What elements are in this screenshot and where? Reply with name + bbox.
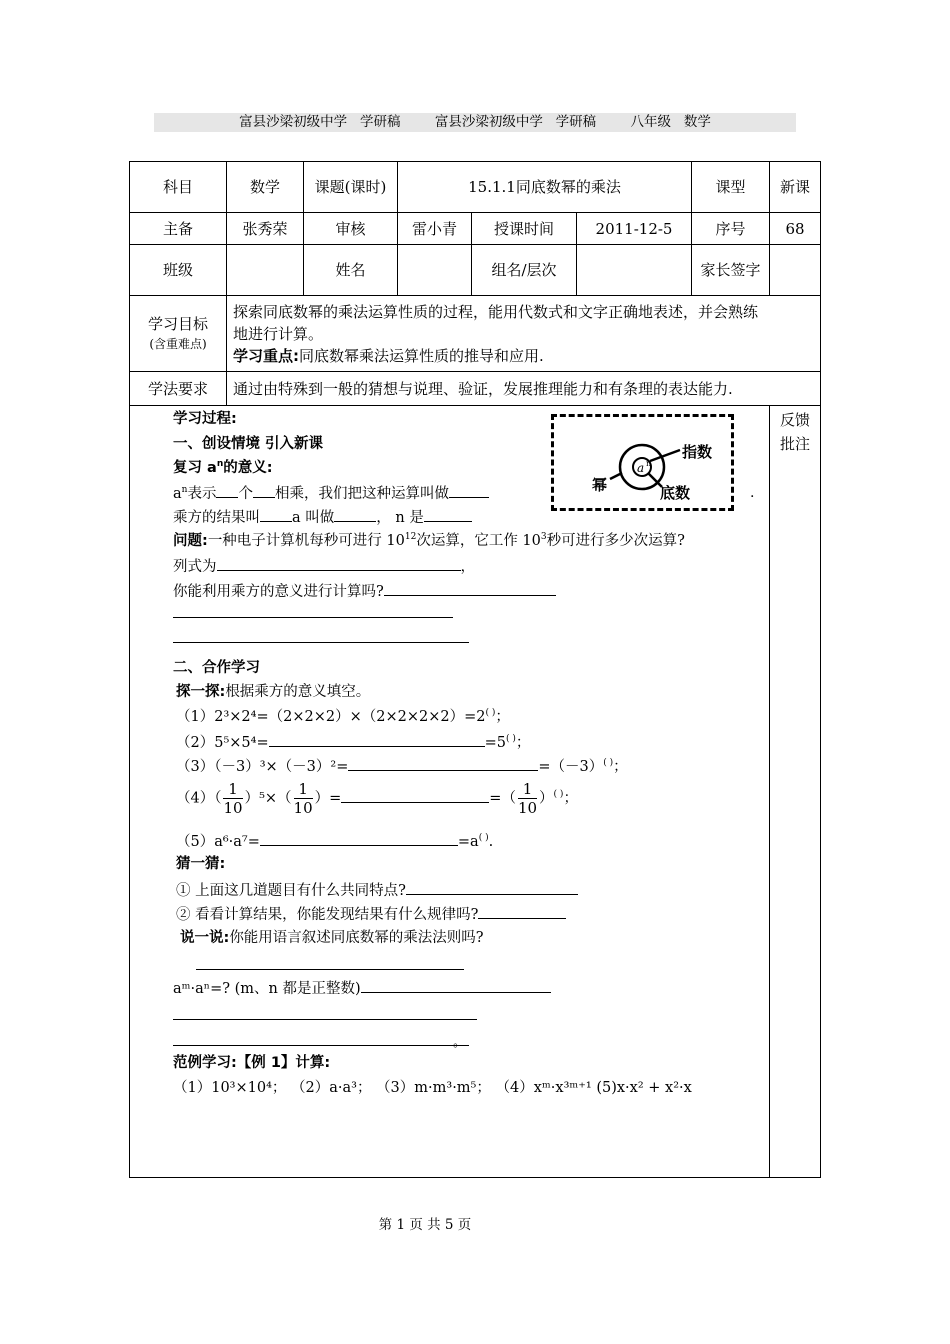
guess-title: 猜一猜: <box>176 856 226 872</box>
exercise-5: （5）a⁶·a⁷= =a( ). <box>176 831 493 851</box>
example-problems: （1）10³×10⁴； （2）a·a³； （3）m·m³·m⁵； （4）xᵐ·x³ᵐ⁺¹ (5)x·x² + x²·x <box>173 1080 692 1096</box>
exercise-3: （3）（－3）³×（－3）²= =（－3）( )； <box>176 756 628 776</box>
group-label: 组名/层次 <box>472 245 577 296</box>
exercise-2: （2）5⁵×5⁴= =5( )； <box>176 732 530 752</box>
method-label: 学法要求 <box>130 372 227 406</box>
page-header: 富县沙梁初级中学 学研稿 富县沙梁初级中学 学研稿 八年级 数学 <box>154 113 796 132</box>
example-title: 范例学习:【例 1】计算: <box>173 1055 331 1071</box>
fraction-3: $\frac{1}{10}$ <box>517 780 538 817</box>
page-footer: 第 1 页 共 5 页 <box>378 1217 472 1233</box>
exercise-1: （1）2³×2⁴=（2×2×2）×（2×2×2×2）=2( )； <box>176 708 510 725</box>
diagram-base-label: 底数 <box>660 484 691 502</box>
guess-2-blank[interactable] <box>478 904 566 919</box>
answer-line-3[interactable] <box>173 1019 477 1020</box>
say-line: 说一说:你能用语言叙述同底数幂的乘法法则吗? <box>180 930 484 946</box>
can-blank[interactable] <box>384 581 556 596</box>
period-mark: 。 <box>453 1035 467 1050</box>
diagram-index-label: 指数 <box>682 443 713 461</box>
type-label: 课型 <box>692 162 770 213</box>
review-label: 审核 <box>304 213 398 245</box>
answer-line-2[interactable] <box>173 642 469 643</box>
no-value: 68 <box>770 213 821 245</box>
say-blank[interactable] <box>196 969 464 970</box>
answer-line-4[interactable] <box>173 1045 469 1046</box>
goal-text: 探索同底数幂的乘法运算性质的过程，能用代数式和文字正确地表述，并会熟练 地进行计算。 学习重点:同底数幂乘法运算性质的推导和应用. <box>227 296 821 372</box>
blank-2[interactable] <box>253 483 275 498</box>
parent-field[interactable] <box>770 245 821 296</box>
amn-blank[interactable] <box>361 978 551 993</box>
exercise-3-blank[interactable] <box>348 756 538 771</box>
time-label: 授课时间 <box>472 213 577 245</box>
class-label: 班级 <box>130 245 227 296</box>
amn-line: aᵐ·aⁿ=? (m、n 都是正整数) <box>173 978 551 998</box>
process-title: 学习过程: <box>173 411 237 427</box>
no-label: 序号 <box>692 213 770 245</box>
explore-line: 探一探:根据乘方的意义填空。 <box>176 684 371 700</box>
lesson-table <box>129 161 821 1178</box>
power-diagram-svg <box>554 417 731 508</box>
exercise-4-blank[interactable] <box>341 788 489 803</box>
time-value: 2011-12-5 <box>577 213 692 245</box>
feedback-cell <box>770 406 821 1178</box>
guess-1-blank[interactable] <box>406 880 578 895</box>
exercise-2-blank[interactable] <box>269 732 485 747</box>
formula-blank[interactable] <box>217 556 461 571</box>
answer-line-1[interactable] <box>173 617 453 618</box>
guess-2: ② 看看计算结果，你能发现结果有什么规律吗? <box>176 904 566 924</box>
review-value: 雷小青 <box>398 213 472 245</box>
can-compute-line: 你能利用乘方的意义进行计算吗? <box>173 581 556 601</box>
main-label: 主备 <box>130 213 227 245</box>
guess-1: ① 上面这几道题目有什么共同特点? <box>176 880 578 900</box>
blank-5[interactable] <box>334 507 376 522</box>
content-cell: a n 指数 幂 底数 学习过程: 一、创设情境 引入新课 复习 $a^n$的意义: $a^n$表示 个 相乘，我们把这种运算叫做 . 乘方的结果叫 a 叫做 ， n 是 问题:一种电子计算机每秒可进行 $10^{12}$次运算，它工作 $10^3$秒可进行多少次运算? 列式为 ， 你能利用乘方的意义进行计算吗? 二、合作学习 探一探:根据乘方的意义填空。 （1）2³×2⁴=（2×2×2）×（2×2×2×2）=2( )； （2）5⁵×5⁴= =5( )； （3）（－3）³×（－3）²= =（－3）( )； （4）（ $\frac{1}{10}$ ）⁵×（ $\frac{1}{10}$ ）= =（ $\frac{1}{10}$ ）( )； （5）a⁶·a⁷= =a( ). 猜一猜: ① 上面这几道题目有什么共同特点? ② 看看计算结果，你能发现结果有什么规律吗? 说一说:你能用语言叙述同底数幂的乘法法则吗? aᵐ·aⁿ=? (m、n 都是正整数) 。 范例学习:【例 1】计算: （1）10³×10⁴； （2）a·a³； （3）m·m³·m⁵； （4）xᵐ·x³ᵐ⁺¹ (5)x·x² + x²·x <box>130 406 770 1178</box>
blank-6[interactable] <box>424 507 472 522</box>
subject-value: 数学 <box>227 162 304 213</box>
subject-label: 科目 <box>130 162 227 213</box>
question-line: 问题:一种电子计算机每秒可进行 $10^{12}$次运算，它工作 $10^3$秒可进行多少次运算? <box>173 532 685 549</box>
power-result-line: 乘方的结果叫 a 叫做 ， n 是 <box>173 507 472 527</box>
feedback-label: 反馈 <box>780 411 811 429</box>
name-field[interactable] <box>398 245 472 296</box>
exercise-5-blank[interactable] <box>260 831 458 846</box>
method-text: 通过由特殊到一般的猜想与说理、验证，发展推理能力和有条理的表达能力. <box>227 372 821 406</box>
topic-value: 15.1.1同底数幂的乘法 <box>398 162 692 213</box>
review-title: 复习 $a^n$的意义: <box>173 459 273 476</box>
name-label: 姓名 <box>304 245 398 296</box>
exercise-4: （4）（ $\frac{1}{10}$ ）⁵×（ $\frac{1}{10}$ ）= =（ $\frac{1}{10}$ ）( )； <box>176 780 578 817</box>
parent-label: 家长签字 <box>692 245 770 296</box>
svg-text:n: n <box>646 459 652 468</box>
group-field[interactable] <box>577 245 692 296</box>
blank-3[interactable] <box>449 483 489 498</box>
formula-line: 列式为 ， <box>173 556 475 576</box>
diagram-power-label: 幂 <box>592 476 608 494</box>
type-value: 新课 <box>770 162 821 213</box>
an-meaning-line: $a^n$表示 个 相乘，我们把这种运算叫做 <box>173 483 489 503</box>
power-diagram <box>551 414 734 511</box>
section-2-title: 二、合作学习 <box>173 660 260 676</box>
fraction-1: $\frac{1}{10}$ <box>223 780 243 817</box>
topic-label: 课题(课时) <box>304 162 398 213</box>
fraction-2: $\frac{1}{10}$ <box>293 780 313 817</box>
goal-label: 学习目标 (含重难点) <box>130 296 227 372</box>
section-1-title: 一、创设情境 引入新课 <box>173 436 324 452</box>
svg-text:a: a <box>637 461 645 475</box>
class-field[interactable] <box>227 245 304 296</box>
blank-1[interactable] <box>216 483 238 498</box>
blank-4[interactable] <box>260 507 292 522</box>
annotation-label: 批注 <box>780 435 811 453</box>
main-value: 张秀荣 <box>227 213 304 245</box>
